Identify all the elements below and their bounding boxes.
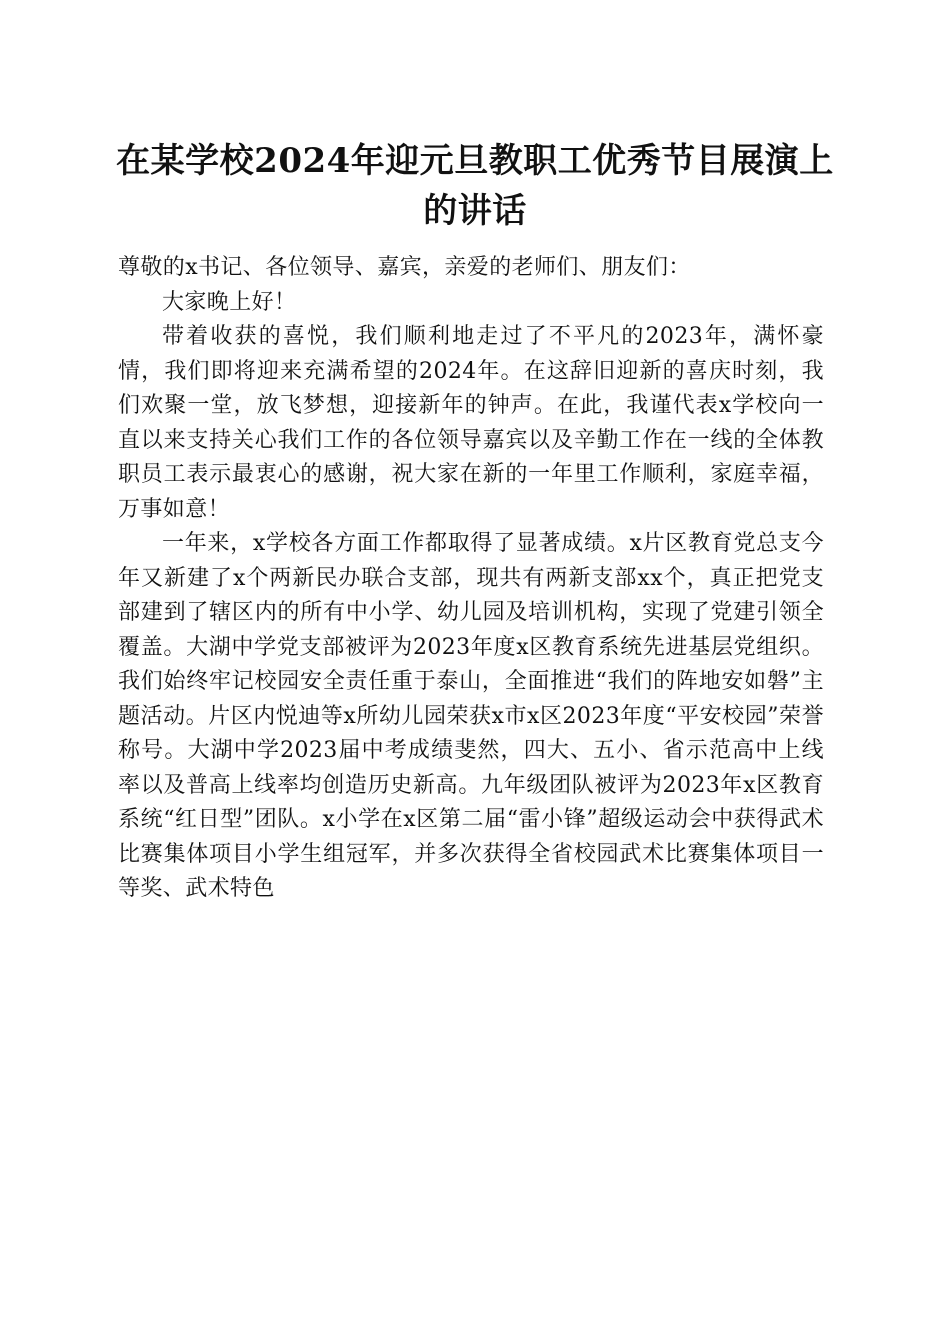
- document-body: [118, 251, 824, 907]
- salutation: 尊敬的x书记、各位领导、嘉宾，亲爱的老师们、朋友们：: [118, 255, 691, 280]
- paragraph-2: 一年来，x学校各方面工作都取得了显著成绩。x片区教育党总支今年又新建了x个两新民办联合支部，现共有两新支部xx个，真正把党支部建到了辖区内的所有中小学、幼儿园及培训机构，实现了党建引领全覆盖。大湖中学党支部被评为2023年度x区教育系统先进基层党组织。我们始终牢记校园安全责任重于泰山，全面推进“我们的阵地安如磐”主题活动。片区内悦迪等x所幼儿园荣获x市x区2023年度“平安校园”荣誉称号。大湖中学2023届中考成绩斐然，四大、五小、省示范高中上线率以及普高上线率均创造历史新高。九年级团队被评为2023年x区教育系统“红日型”团队。x小学在x区第二届“雷小锋”超级运动会中获得武术比赛集体项目小学生组冠军，并多次获得全省校园武术比赛集体项目一等奖、武术特色: [118, 531, 824, 901]
- greeting: 大家晚上好！: [162, 289, 297, 315]
- document-title: 在某学校2024年迎元旦教职工优秀节目展演上的讲话: [116, 141, 834, 231]
- paragraph-1: 带着收获的喜悦，我们顺利地走过了不平凡的2023年，满怀豪情，我们即将迎来充满希望的2024年。在这辞旧迎新的喜庆时刻，我们欢聚一堂，放飞梦想，迎接新年的钟声。在此，我谨代表x学校向一直以来支持关心我们工作的各位领导嘉宾以及辛勤工作在一线的全体教职员工表示最衷心的感谢，祝大家在新的一年里工作顺利，家庭幸福，万事如意！: [118, 324, 824, 522]
